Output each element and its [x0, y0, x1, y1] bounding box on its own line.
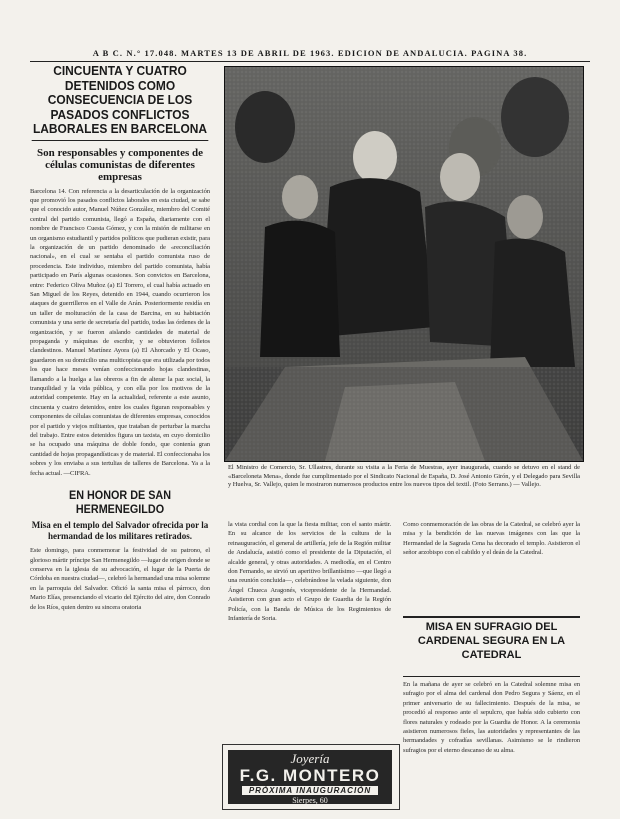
right-column-top	[403, 520, 580, 612]
photo-caption: El Ministro de Comercio, Sr. Ullastres, durante su visita a la Feria de Muestras, ayer inaugurada, cuando se detuvo en el stand de «Barceloneta Mena», donde fue cumplimentado por el Sindicato Nacional de España, D. José Antonio Girón, y el Delegado para Sevilla y Huelva, Sr. Vallejo, quien le mostraron numerosos productos entre los nuevos tipos del textil. (Foto Serrano.) — Vallejo.	[228, 464, 580, 489]
middle-column	[228, 520, 391, 750]
article1-subheadline: Son responsables y componentes de células comunistas de diferentes empresas	[36, 146, 204, 183]
advert-line1: Joyería	[290, 751, 330, 766]
page-header: A B C. N.° 17.048. MARTES 13 DE ABRIL DE 1963. EDICION DE ANDALUCIA. PAGINA 38.	[92, 48, 528, 58]
article4-intro: Como conmemoración de las obras de la Catedral, se celebró ayer la misa y la bendición de las nuevas imágenes con las que la Hermandad de la Sagrada Cena ha decorado el templo. Asistieron el señor arzobispo con el cabildo y el deán de la Catedral.	[403, 521, 580, 557]
photo-illustration	[225, 67, 583, 461]
article4-body: En la mañana de ayer se celebró en la Catedral solemne misa en sufragio por el alma del cardenal don Pedro Segura y Sáenz, en el primer aniversario de su fallecimiento. Después de la misa, se procedió al responso ante el sepulcro, que había sido cubierto con flores naturales y rodeado por la Guardia de Honor. A la ceremonia asistieron numerosos fieles, las autoridades y representantes de las hermandades y cofradías sevillanas. Asimismo se le rindieron sufragios por el eterno descanso de su alma.	[403, 681, 580, 754]
news-photo	[224, 66, 584, 462]
advert-address: Sierpes, 60	[292, 796, 328, 804]
article2-subheadline: Misa en el templo del Salvador ofrecida por la hermandad de los militares retirados.	[31, 520, 209, 542]
article4-headline: MISA EN SUFRAGIO DEL CARDENAL SEGURA EN LA CATEDRAL	[403, 616, 580, 677]
article2-headline: EN HONOR DE SAN HERMENEGILDO	[68, 488, 172, 517]
right-column-bottom	[403, 680, 580, 805]
article3-body: la vista cordial con la que la fiesta militar, con el santo mártir. En su alcance de los servicios de la cultura de la reinauguración, el general de artillería, jefe de la Región militar de Andalucía, asistió como el presidente de la Diputación, el alcalde general, y otras autoridades. A mediodía, en el Centro don Fernando, se sirvió un aperitivo brillantísimo —que llegó a una reunión concluida—, celebrándose la velada siguiente, don Ángel Chueca Aragonés, vicepresidente de la Hermandad. Asistieron con gran acto el Grupo de Guardia de la Región Policía, con la Banda de Música de los Regimientos de Infantería de Soria.	[228, 521, 391, 623]
advert-brand: F.G. MONTERO	[239, 766, 381, 785]
article1-headline: CINCUENTA Y CUATRO DETENIDOS COMO CONSECUENCIA DE LOS PASADOS CONFLICTOS LABORALES EN BARCELONA	[32, 64, 209, 141]
left-column	[30, 64, 210, 804]
article2-body: Este domingo, para conmemorar la festividad de su patrono, el glorioso mártir príncipe San Hermenegildo —lugar de origen donde se conserva en la iglesia de su advocación, el lugar de la Puerta de Córdoba en nuestra ciudad—, celebró la hermandad una misa solemne en la parroquia del Salvador. Ofició la santa misa el párroco, don Mario Elías, presenciando el vicario del Ejército del aire, don Conrado de los Ríos, quien dentro su sincera oratoria	[30, 547, 210, 611]
header-rule	[30, 61, 590, 62]
advert-tagline: PRÓXIMA INAUGURACIÓN	[242, 786, 378, 795]
jeweler-advert	[228, 750, 392, 804]
article1-body: Barcelona 14. Con referencia a la desarticulación de la organización que promovió los pasados conflictos laborales en esta ciudad, se sabe que el conocido autor, Manuel Núñez González, miembro del Comité central del partido comunista, llegó a España, diariamente con el nombre de Francisco Cuesta Gómez, y con la misión de militarse en un organismo estudiantil y partidos políticos que pudieran existir, para la organización de un partido denominado de «reconciliación nacional», en el cual se sentaba el partido comunista ruso de procedencia. Este individuo, miembro del partido comunista, había participado en París algunas ocasiones. Son convictos en Barcelona, entre: Federico Oliva Muñoz (a) El Torrero, el cual había actuado en San Miguel de los Reyes, detenido en 1944, cuando ocurrieron los ataques de guerrilleros en el Valle de Arán. Posteriormente residía en un taller de molturación de la casa de Barcina, en su habitación comunista y una serie de secretaría del partido, todas las órdenes de la organización, y se fueron aislando cantidades de material de propaganda y máquinas de escribir, y se obtuvieron folletos clandestinos. Manuel Martínez Ayora (a) El Ahorcado y El Ocaso, guardaron en su domicilio una multicopista que era utilizada por todos los que hace meses venían confeccionando hojas clandestinas, llamando a la huelga a las obreros a fin de alterar la paz social, la tranquilidad y la vida pública, y con ella por los motivos de la autoridad competente. Hay en la actualidad, referente a este asunto, cincuenta y cuatro detenidos, entre los cuales figuran responsables y componentes de células comunistas de diferentes empresas, conocidos por el partido y viejos militantes, que trataban de perturbar la marcha del trabajo. Entre estos detenidos figura un taxista, en cuyo domicilio se ha ocupado una máquina de doble fondo, que contenía gran cantidad de hojas propagandísticas y de material. El confeccionaba los sobres y los enviaba a sus tertulias de talleres de Barcelona. Ya a la fecha actual. —CIFRA.	[30, 187, 210, 477]
